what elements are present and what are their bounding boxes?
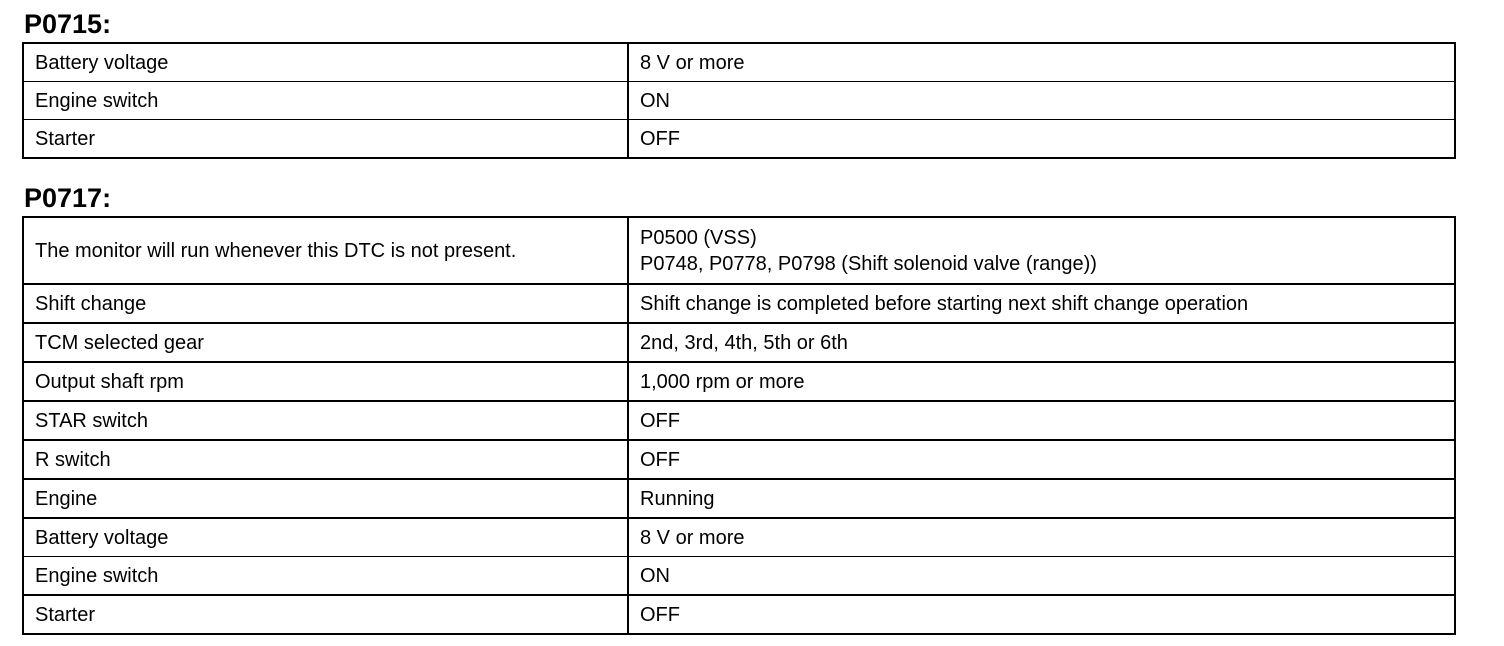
condition-cell: Output shaft rpm [23,362,628,401]
condition-cell: Battery voltage [23,43,628,82]
value-cell: OFF [628,595,1455,634]
condition-cell: Battery voltage [23,518,628,557]
conditions-table-p0717 [22,216,1456,635]
table-row [23,362,1455,401]
condition-cell: Shift change [23,284,628,323]
value-cell: Running [628,479,1455,518]
table-row [23,518,1455,557]
table-row [23,323,1455,362]
condition-cell: Engine switch [23,557,628,596]
condition-cell: STAR switch [23,401,628,440]
table-row [23,401,1455,440]
table-row [23,440,1455,479]
section-title-p0717: P0717: [24,183,112,213]
table-row [23,120,1455,159]
condition-cell: Engine switch [23,82,628,120]
value-cell: 2nd, 3rd, 4th, 5th or 6th [628,323,1455,362]
table-row [23,82,1455,120]
table-row [23,557,1455,596]
condition-cell: Engine [23,479,628,518]
table-row [23,479,1455,518]
value-line: P0748, P0778, P0798 (Shift solenoid valve (range)) [640,252,1097,275]
table-row [23,284,1455,323]
condition-cell: The monitor will run whenever this DTC is not present. [23,217,628,284]
value-cell: ON [628,557,1455,596]
value-cell: 8 V or more [628,518,1455,557]
value-line: P0500 (VSS) [640,226,757,249]
condition-cell: TCM selected gear [23,323,628,362]
value-cell: Shift change is completed before starting next shift change operation [628,284,1455,323]
condition-cell: R switch [23,440,628,479]
condition-cell: Starter [23,120,628,159]
value-cell: OFF [628,120,1455,159]
value-cell: 1,000 rpm or more [628,362,1455,401]
condition-cell: Starter [23,595,628,634]
section-title-p0715: P0715: [24,9,112,39]
value-cell [628,217,1455,284]
value-cell: OFF [628,440,1455,479]
table-row [23,595,1455,634]
value-cell: 8 V or more [628,43,1455,82]
value-cell: ON [628,82,1455,120]
table-row [23,217,1455,284]
table-row [23,43,1455,82]
conditions-table-p0715 [22,42,1456,159]
value-cell: OFF [628,401,1455,440]
